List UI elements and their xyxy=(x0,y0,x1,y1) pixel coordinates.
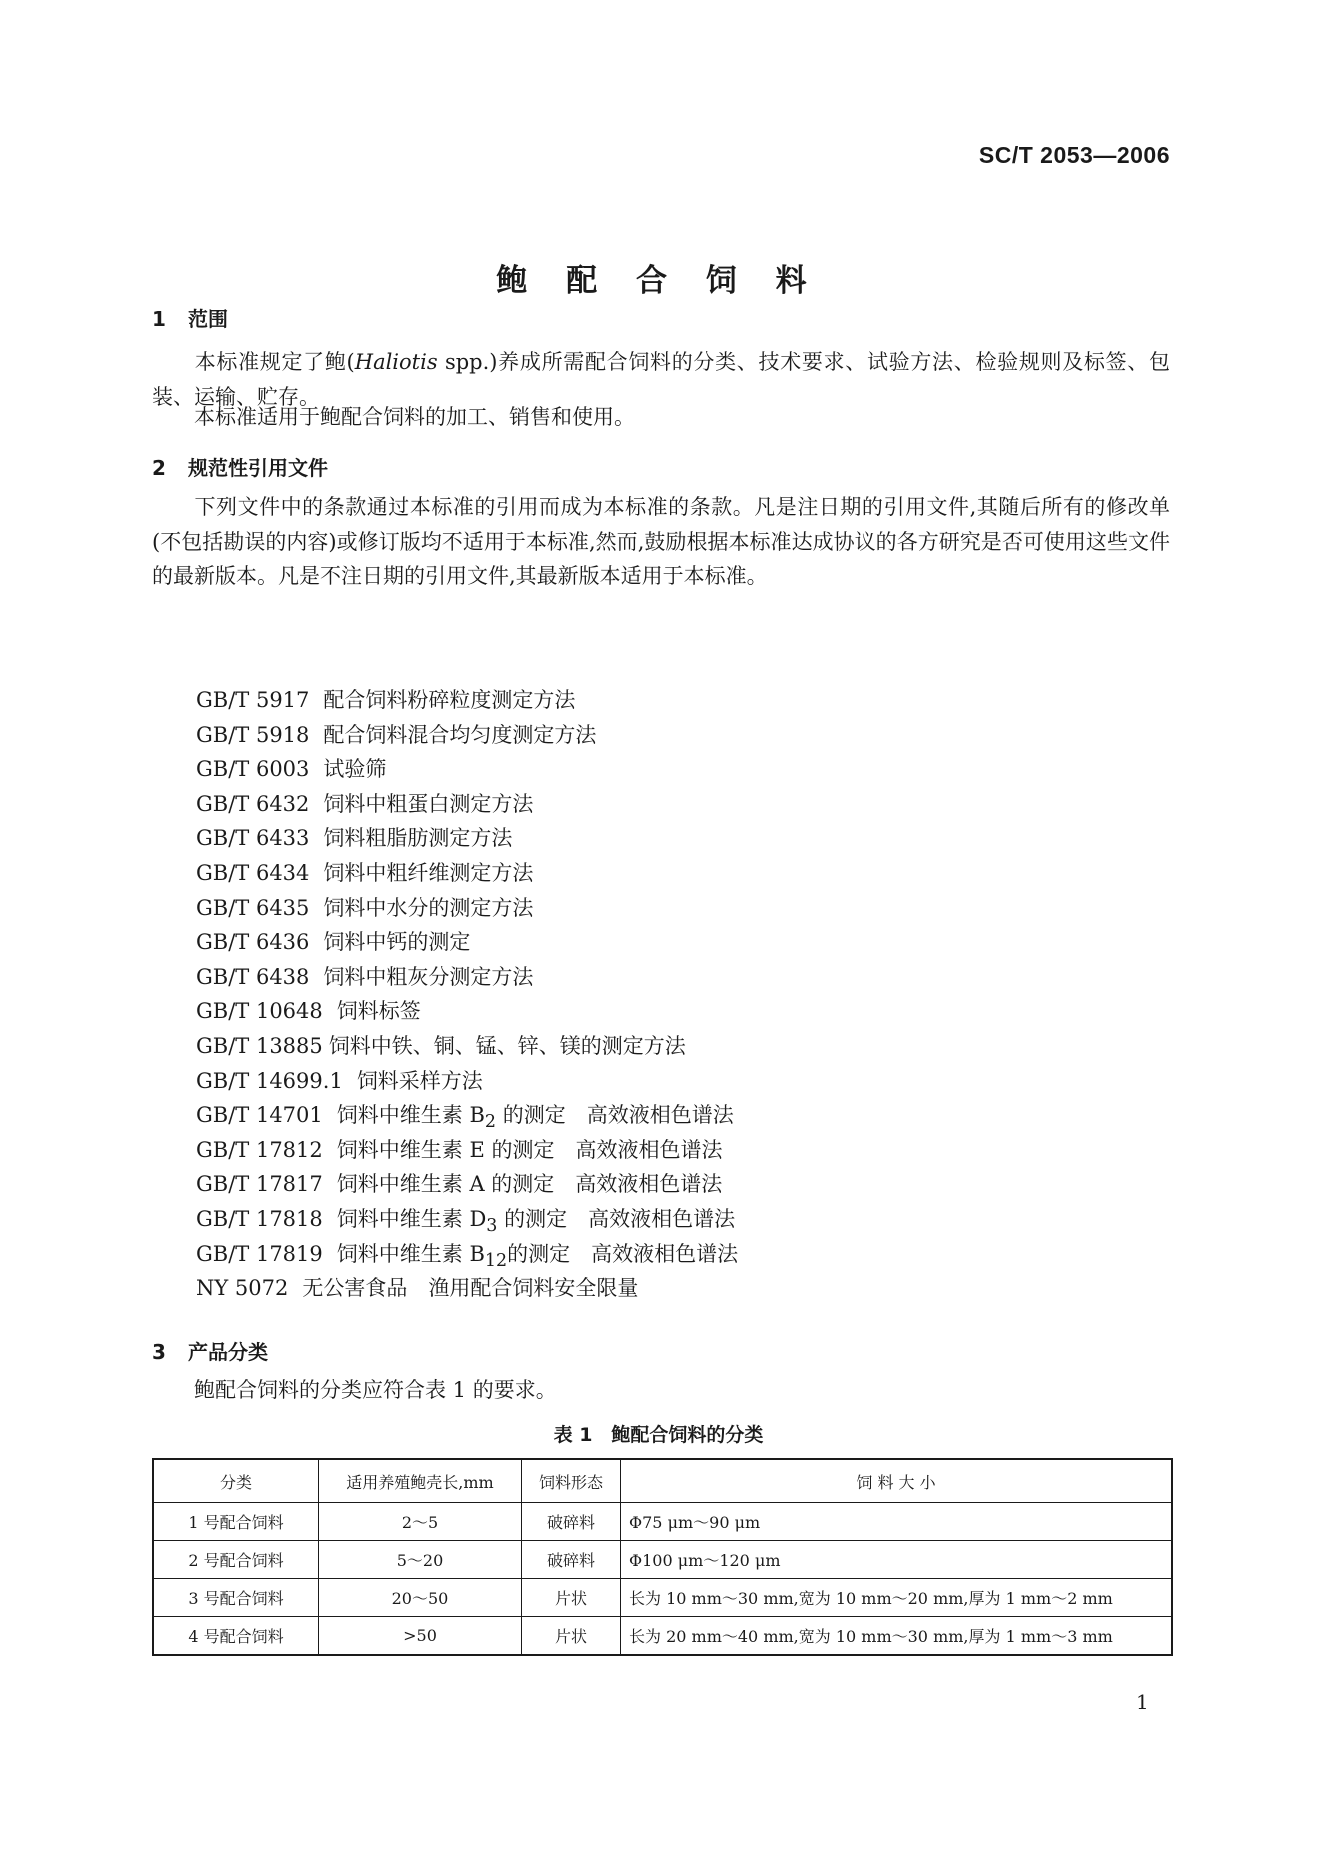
reference-title: 饲料中铁、铜、锰、锌、镁的测定方法 xyxy=(328,1033,686,1058)
reference-title: 饲料中水分的测定方法 xyxy=(323,895,534,920)
subscript: 3 xyxy=(486,1216,498,1237)
reference-title: 饲料中维生素 D xyxy=(336,1206,487,1231)
reference-title: 饲料标签 xyxy=(336,999,421,1024)
reference-item xyxy=(196,683,738,718)
table-row xyxy=(153,1541,1172,1579)
reference-item xyxy=(196,718,738,753)
reference-code: GB/T 6434 xyxy=(196,860,310,885)
reference-item xyxy=(196,1064,738,1099)
reference-code: GB/T 6436 xyxy=(196,930,310,955)
section-title: 产品分类 xyxy=(188,1340,268,1364)
reference-title: 的测定 高效液相色谱法 xyxy=(497,1206,736,1231)
reference-item xyxy=(196,1202,738,1237)
reference-item xyxy=(196,994,738,1029)
table-cell: 20～50 xyxy=(319,1579,522,1617)
table-cell: Φ75 μm～90 μm xyxy=(621,1503,1173,1541)
reference-code: GB/T 17818 xyxy=(196,1206,323,1231)
scope-paragraph-2 xyxy=(152,400,1170,435)
reference-item xyxy=(196,1133,738,1168)
reference-item xyxy=(196,891,738,926)
section-number: 1 xyxy=(152,307,166,331)
text-run: 本标准适用于鲍配合饲料的加工、销售和使用。 xyxy=(194,405,635,429)
reference-title: 饲料中粗纤维测定方法 xyxy=(323,860,534,885)
column-header: 适用养殖鲍壳长,mm xyxy=(319,1459,522,1503)
reference-list xyxy=(196,683,738,1306)
reference-code: GB/T 10648 xyxy=(196,999,323,1024)
table-cell: 2～5 xyxy=(319,1503,522,1541)
reference-title: 饲料粗脂肪测定方法 xyxy=(323,826,513,851)
reference-code: GB/T 14699.1 xyxy=(196,1068,343,1093)
reference-code: NY 5072 xyxy=(196,1276,289,1301)
table-cell: 破碎料 xyxy=(522,1541,621,1579)
reference-item xyxy=(196,960,738,995)
standard-code: SC/T 2053—2006 xyxy=(978,142,1170,168)
reference-title: 饲料采样方法 xyxy=(356,1068,483,1093)
reference-title: 配合饲料粉碎粒度测定方法 xyxy=(323,688,576,712)
reference-code: GB/T 14701 xyxy=(196,1103,323,1128)
reference-item xyxy=(196,925,738,960)
section-title: 规范性引用文件 xyxy=(188,456,328,480)
reference-item xyxy=(196,1237,738,1272)
table-header-row xyxy=(153,1459,1172,1503)
reference-title: 饲料中钙的测定 xyxy=(323,930,471,955)
classification-intro xyxy=(152,1373,1170,1408)
text-run: 下列文件中的条款通过本标准的引用而成为本标准的条款。凡是注日期的引用文件,其随后所有的修改单(不包括勘误的内容)或修订版均不适用于本标准,然而,鼓励根据本标准达成协议的各方研究是否可使用这些文件的最新版本。凡是不注日期的引用文件,其最新版本适用于本标准。 xyxy=(152,495,1170,588)
reference-code: GB/T 6438 xyxy=(196,964,310,989)
table-cell: 1 号配合饲料 xyxy=(153,1503,319,1541)
section-number: 2 xyxy=(152,456,166,480)
reference-title: 试验筛 xyxy=(323,757,387,782)
reference-code: GB/T 17812 xyxy=(196,1137,323,1162)
table-cell: 5～20 xyxy=(319,1541,522,1579)
subscript: 2 xyxy=(484,1112,497,1133)
section-number: 3 xyxy=(152,1340,166,1364)
reference-code: GB/T 5917 xyxy=(196,688,310,712)
reference-item xyxy=(196,1029,738,1064)
reference-title: 配合饲料混合均匀度测定方法 xyxy=(323,722,597,747)
column-header: 分类 xyxy=(153,1459,319,1503)
text-run: spp.)养成所需配合饲料的分类、技术要求、试验方法、检验规则及标签、包装、运输、贮存。 xyxy=(152,350,1170,409)
subscript: 12 xyxy=(484,1250,508,1271)
reference-title: 饲料中维生素 E 的测定 高效液相色谱法 xyxy=(336,1137,723,1162)
section-3-heading xyxy=(152,1336,268,1365)
reference-item xyxy=(196,821,738,856)
reference-code: GB/T 6433 xyxy=(196,826,310,851)
reference-code: GB/T 6003 xyxy=(196,757,310,782)
table-row xyxy=(153,1503,1172,1541)
section-1-heading xyxy=(152,303,228,332)
reference-title: 饲料中粗蛋白测定方法 xyxy=(323,791,534,816)
table-cell: 4 号配合饲料 xyxy=(153,1617,319,1656)
column-header: 饲 料 大 小 xyxy=(621,1459,1173,1503)
reference-item xyxy=(196,1167,738,1202)
reference-code: GB/T 17817 xyxy=(196,1172,323,1197)
reference-code: GB/T 17819 xyxy=(196,1241,323,1266)
reference-title: 饲料中维生素 B xyxy=(336,1241,485,1266)
classification-table xyxy=(152,1458,1173,1656)
reference-code: GB/T 13885 xyxy=(196,1033,323,1058)
reference-code: GB/T 6435 xyxy=(196,895,310,920)
reference-title: 饲料中维生素 B xyxy=(336,1103,485,1128)
table-cell: >50 xyxy=(319,1617,522,1656)
page-number: 1 xyxy=(1136,1690,1149,1714)
table-cell: 破碎料 xyxy=(522,1503,621,1541)
section-title: 范围 xyxy=(188,307,228,331)
text-run: 鲍配合饲料的分类应符合表 1 的要求。 xyxy=(194,1378,557,1402)
references-intro xyxy=(152,490,1170,594)
table-row xyxy=(153,1617,1172,1656)
reference-item xyxy=(196,1271,738,1306)
text-run: 本标准规定了鲍( xyxy=(194,350,355,374)
reference-code: GB/T 5918 xyxy=(196,722,310,747)
table-row xyxy=(153,1579,1172,1617)
table-cell: 片状 xyxy=(522,1617,621,1656)
species-name: Haliotis xyxy=(354,350,438,374)
table-cell: 2 号配合饲料 xyxy=(153,1541,319,1579)
reference-item xyxy=(196,752,738,787)
table-cell: 长为 10 mm～30 mm,宽为 10 mm～20 mm,厚为 1 mm～2 mm xyxy=(621,1579,1173,1617)
reference-item xyxy=(196,1098,738,1133)
reference-title: 的测定 高效液相色谱法 xyxy=(507,1241,739,1266)
document-title: 鲍 配 合 饲 料 xyxy=(496,263,821,299)
reference-title: 饲料中粗灰分测定方法 xyxy=(323,964,534,989)
table-cell: Φ100 μm～120 μm xyxy=(621,1541,1173,1579)
table-cell: 3 号配合饲料 xyxy=(153,1579,319,1617)
reference-title: 的测定 高效液相色谱法 xyxy=(496,1103,734,1128)
column-header: 饲料形态 xyxy=(522,1459,621,1503)
reference-item xyxy=(196,856,738,891)
reference-title: 饲料中维生素 A 的测定 高效液相色谱法 xyxy=(336,1172,723,1197)
section-2-heading xyxy=(152,452,328,481)
table-cell: 片状 xyxy=(522,1579,621,1617)
reference-title: 无公害食品 渔用配合饲料安全限量 xyxy=(302,1276,639,1301)
table-cell: 长为 20 mm～40 mm,宽为 10 mm～30 mm,厚为 1 mm～3 mm xyxy=(621,1617,1173,1656)
table-caption: 表 1 鲍配合饲料的分类 xyxy=(553,1424,764,1446)
reference-item xyxy=(196,787,738,822)
reference-code: GB/T 6432 xyxy=(196,791,310,816)
